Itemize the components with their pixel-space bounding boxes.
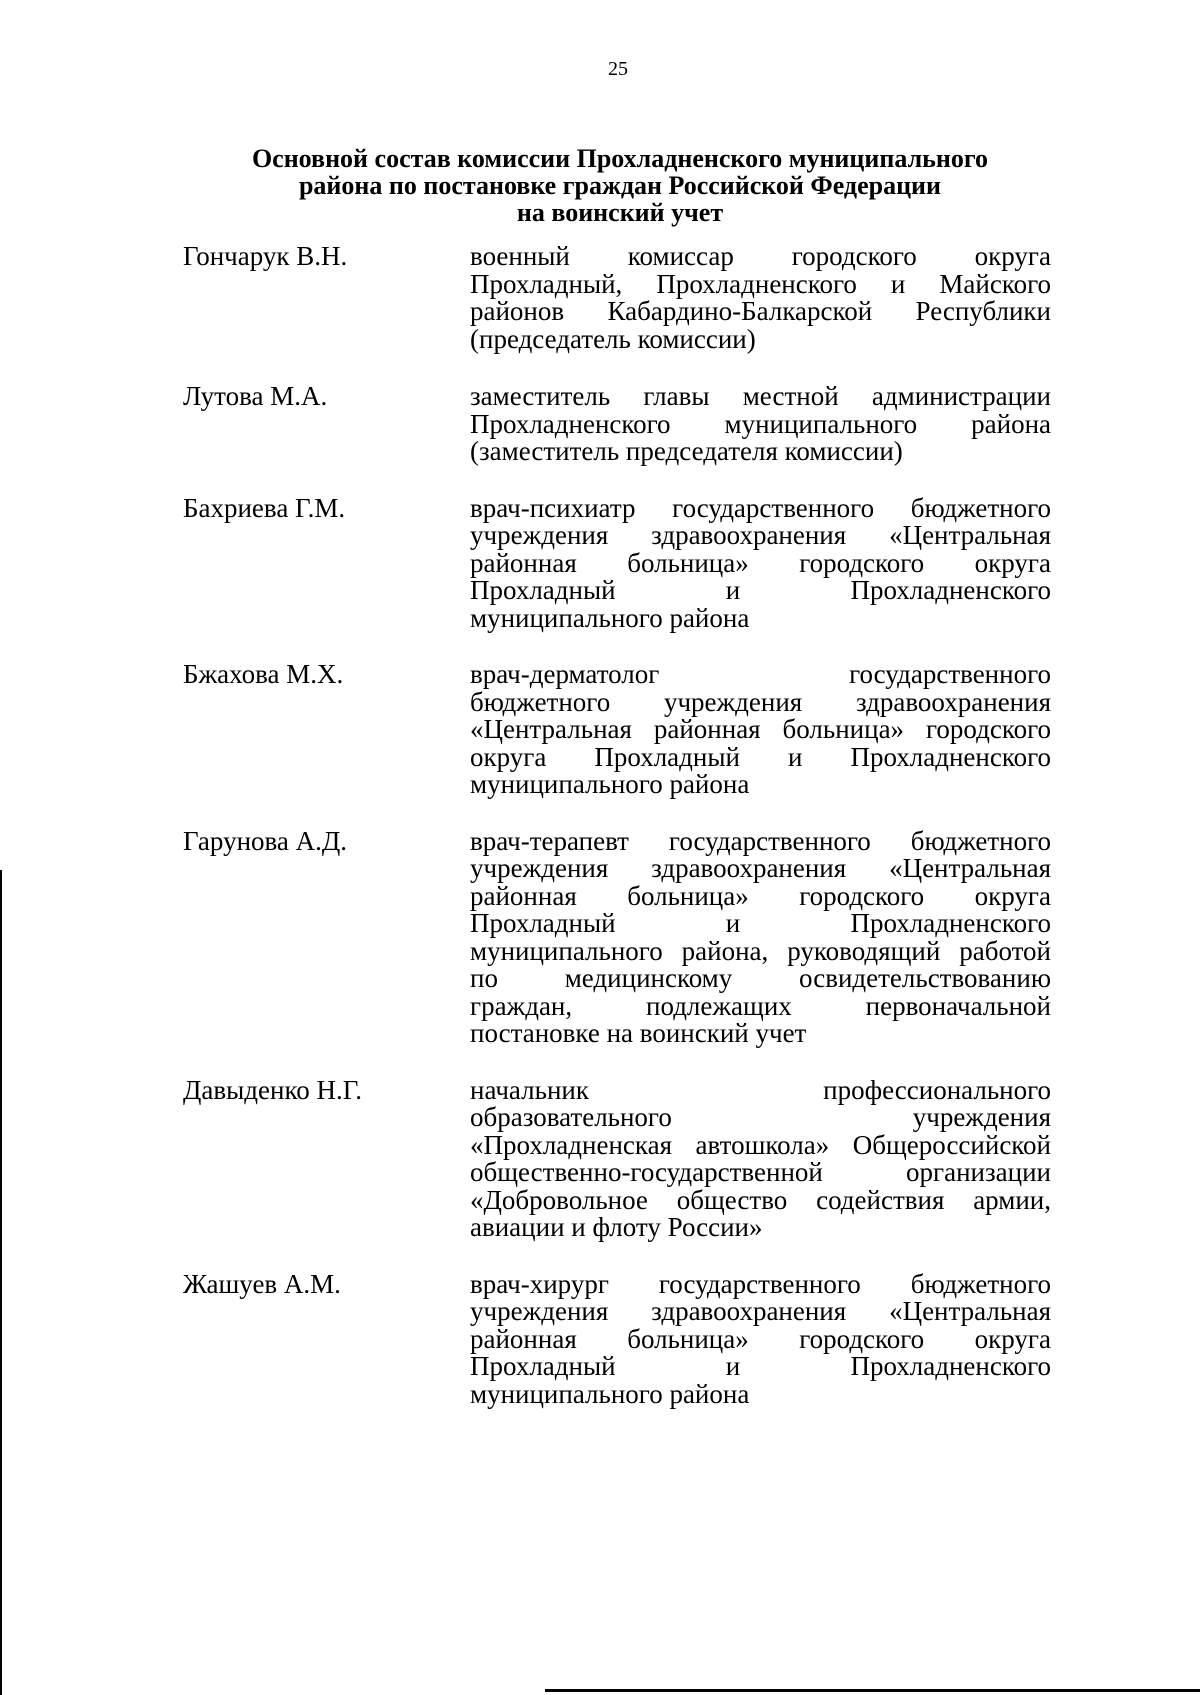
member-role-line: «Центральная районная больница» городского (470, 714, 1051, 744)
member-role (470, 492, 1051, 633)
member-role-line: военный комиссар городского округа (470, 241, 1051, 271)
member-entry (183, 1074, 1051, 1242)
member-name: Гарунова А.Д. (183, 825, 348, 856)
member-name: Давыденко Н.Г. (183, 1074, 363, 1105)
member-role-line: муниципального района, руководящий работой (470, 935, 1051, 966)
member-entry (183, 492, 1051, 633)
member-role-line: Прохладный и Прохладненского (470, 575, 1051, 605)
member-role-line: районная больница» городского округа (470, 547, 1051, 578)
member-role (470, 825, 1051, 1048)
member-entry (183, 243, 1051, 353)
member-name: Бахриева Г.М. (183, 492, 346, 523)
member-role-line: врач-дерматолог государственного (470, 659, 1051, 689)
member-role (470, 243, 1051, 353)
member-role-line: по медицинскому освидетельствованию (470, 963, 1051, 993)
member-role-line: врач-терапевт государственного бюджетного (470, 825, 1051, 856)
member-name: Жашуев А.М. (183, 1268, 341, 1299)
member-role-line: Прохладненского муниципального района (470, 408, 1051, 439)
member-role-line: врач-психиатр государственного бюджетного (470, 492, 1051, 523)
member-role-line: учреждения здравоохранения «Центральная (470, 520, 1051, 550)
member-role-line: врач-хирург государственного бюджетного (470, 1268, 1051, 1299)
member-role-line: Прохладный и Прохладненского (470, 908, 1051, 938)
member-role-line: муниципального района (470, 602, 750, 633)
member-role-line: муниципального района (470, 1378, 750, 1409)
member-role-line: районная больница» городского округа (470, 880, 1051, 911)
member-role-line: авиации и флоту России» (470, 1212, 763, 1242)
member-role-line: округа Прохладный и Прохладненского (470, 741, 1051, 772)
member-entry (183, 1268, 1051, 1409)
member-role-line: муниципального района (470, 769, 750, 799)
member-entry (183, 383, 1051, 466)
title-line: Основной состав комиссии Прохладненского муниципального (251, 144, 989, 173)
member-role-line: районная больница» городского округа (470, 1323, 1051, 1354)
member-role (470, 661, 1051, 799)
member-role-line: «Прохладненская автошкола» Общероссийской (470, 1129, 1051, 1160)
document-title (180, 145, 1060, 226)
member-role-line: начальник профессионального (470, 1074, 1051, 1105)
member-role-line: общественно-государственной организации (470, 1157, 1051, 1187)
member-role-line: образовательного учреждения (470, 1102, 1051, 1132)
member-name: Бжахова М.Х. (183, 659, 344, 689)
member-role (470, 383, 1051, 466)
member-role-line: (председатель комиссии) (470, 323, 756, 354)
scan-edge-line (0, 870, 2, 1695)
member-role-line: Прохладный и Прохладненского (470, 1351, 1051, 1381)
member-role-line: постановке на воинский учет (470, 1018, 807, 1048)
member-role-line: Прохладный, Прохладненского и Майского (470, 268, 1051, 299)
member-role-line: «Добровольное общество содействия армии, (470, 1184, 1051, 1215)
member-role-line: районов Кабардино-Балкарской Республики (470, 296, 1051, 326)
page-number: 25 (608, 58, 628, 80)
member-entry (183, 661, 1051, 799)
member-role-line: заместитель главы местной администрации (470, 381, 1051, 411)
member-role-line: бюджетного учреждения здравоохранения (470, 686, 1051, 717)
member-role-line: учреждения здравоохранения «Центральная (470, 853, 1051, 883)
member-role (470, 1074, 1051, 1242)
title-line: на воинский учет (516, 198, 724, 227)
member-role (470, 1268, 1051, 1409)
commission-member-list (183, 243, 1051, 1408)
member-role-line: учреждения здравоохранения «Центральная (470, 1296, 1051, 1326)
member-role-line: граждан, подлежащих первоначальной (470, 990, 1051, 1021)
title-line: района по постановке граждан Российской Федерации (298, 171, 942, 200)
member-entry (183, 825, 1051, 1048)
member-name: Гончарук В.Н. (183, 241, 348, 271)
scan-bottom-line (545, 1689, 1200, 1692)
member-name: Лутова М.А. (183, 381, 328, 411)
member-role-line: (заместитель председателя комиссии) (470, 436, 903, 466)
